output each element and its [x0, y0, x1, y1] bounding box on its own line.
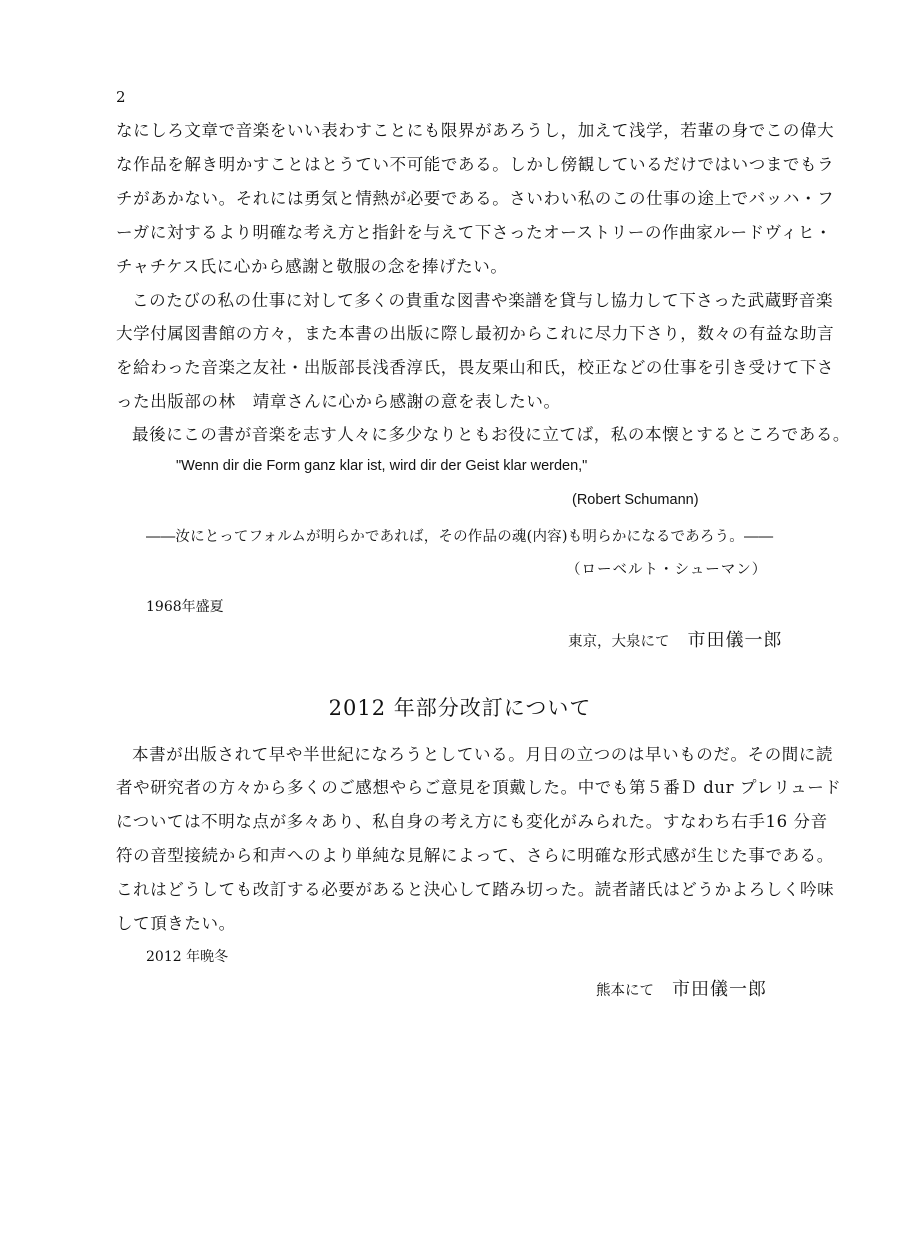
- text-line: 符の音型接続から和声へのより単純な見解によって、さらに明確な形式感が生じた事である。: [116, 846, 834, 865]
- preface-paragraph-3: 最後にこの書が音楽を志す人々に多少なりともお役に立てば，私の本懐とするところである。: [132, 425, 851, 444]
- text-line: チがあかない。それには勇気と情熱が必要である。さいわい私のこの仕事の途上でバッハ・フ: [116, 189, 835, 208]
- text-line: った出版部の林 靖章さんに心から感謝の意を表したい。: [116, 392, 561, 411]
- text-line: を給わった音楽之友社・出版部長浅香淳氏，畏友栗山和氏，校正などの仕事を引き受けて下さ: [116, 358, 835, 377]
- schumann-quote-german: "Wenn dir die Form ganz klar ist, wird dir der Geist klar werden,": [176, 458, 588, 474]
- text-line: チャチケス氏に心から感謝と敬服の念を捧げたい。: [116, 257, 508, 276]
- text-line: な作品を解き明かすことはとうてい不可能である。しかし傍観しているだけではいつまでもラ: [116, 155, 835, 174]
- revision-place: 熊本にて: [596, 983, 654, 999]
- text-line: なにしろ文章で音楽をいい表わすことにも限界があろうし，加えて浅学，若輩の身でこの偉大: [116, 121, 835, 140]
- preface-author: 市田儀一郎: [687, 630, 783, 651]
- text-line: これはどうしても改訂する必要があると決心して踏み切った。読者諸氏はどうかよろしく吟味: [116, 880, 835, 899]
- text-line: ーガに対するより明確な考え方と指針を与えて下さったオーストリーの作曲家ルードヴィヒ・: [116, 223, 833, 242]
- text-line: このたびの私の仕事に対して多くの貴重な図書や楽譜を貸与し協力して下さった武蔵野音楽: [132, 291, 834, 310]
- preface-date: 1968年盛夏: [146, 599, 224, 615]
- revision-date: 2012 年晩冬: [146, 949, 229, 965]
- revision-author: 市田儀一郎: [672, 979, 767, 1000]
- schumann-quote-author-japanese: （ローベルト・シューマン）: [566, 562, 768, 578]
- revision-signature: [596, 975, 767, 1001]
- text-line: 者や研究者の方々から多くのご感想やらご意見を頂戴した。中でも第５番Ｄ dur プレリュード: [116, 778, 842, 797]
- page-number: 2: [116, 88, 126, 106]
- text-line: 大学付属図書館の方々，また本書の出版に際し最初からこれに尽力下さり，数々の有益な助言: [116, 324, 835, 343]
- schumann-quote-author: (Robert Schumann): [572, 492, 699, 508]
- text-line: 本書が出版されて早や半世紀になろうとしている。月日の立つのは早いものだ。その間に読: [132, 745, 834, 764]
- preface-signature: [568, 626, 783, 652]
- text-line: して頂きたい。: [116, 914, 236, 933]
- revision-heading: 2012 年部分改訂について: [328, 696, 592, 720]
- schumann-quote-japanese: ――汝にとってフォルムが明らかであれば，その作品の魂(内容)も明らかになるであろう。――: [146, 529, 774, 545]
- preface-place: 東京，大泉にて: [568, 634, 670, 650]
- text-line: については不明な点が多々あり、私自身の考え方にも変化がみられた。すなわち右手16 分音: [116, 812, 828, 831]
